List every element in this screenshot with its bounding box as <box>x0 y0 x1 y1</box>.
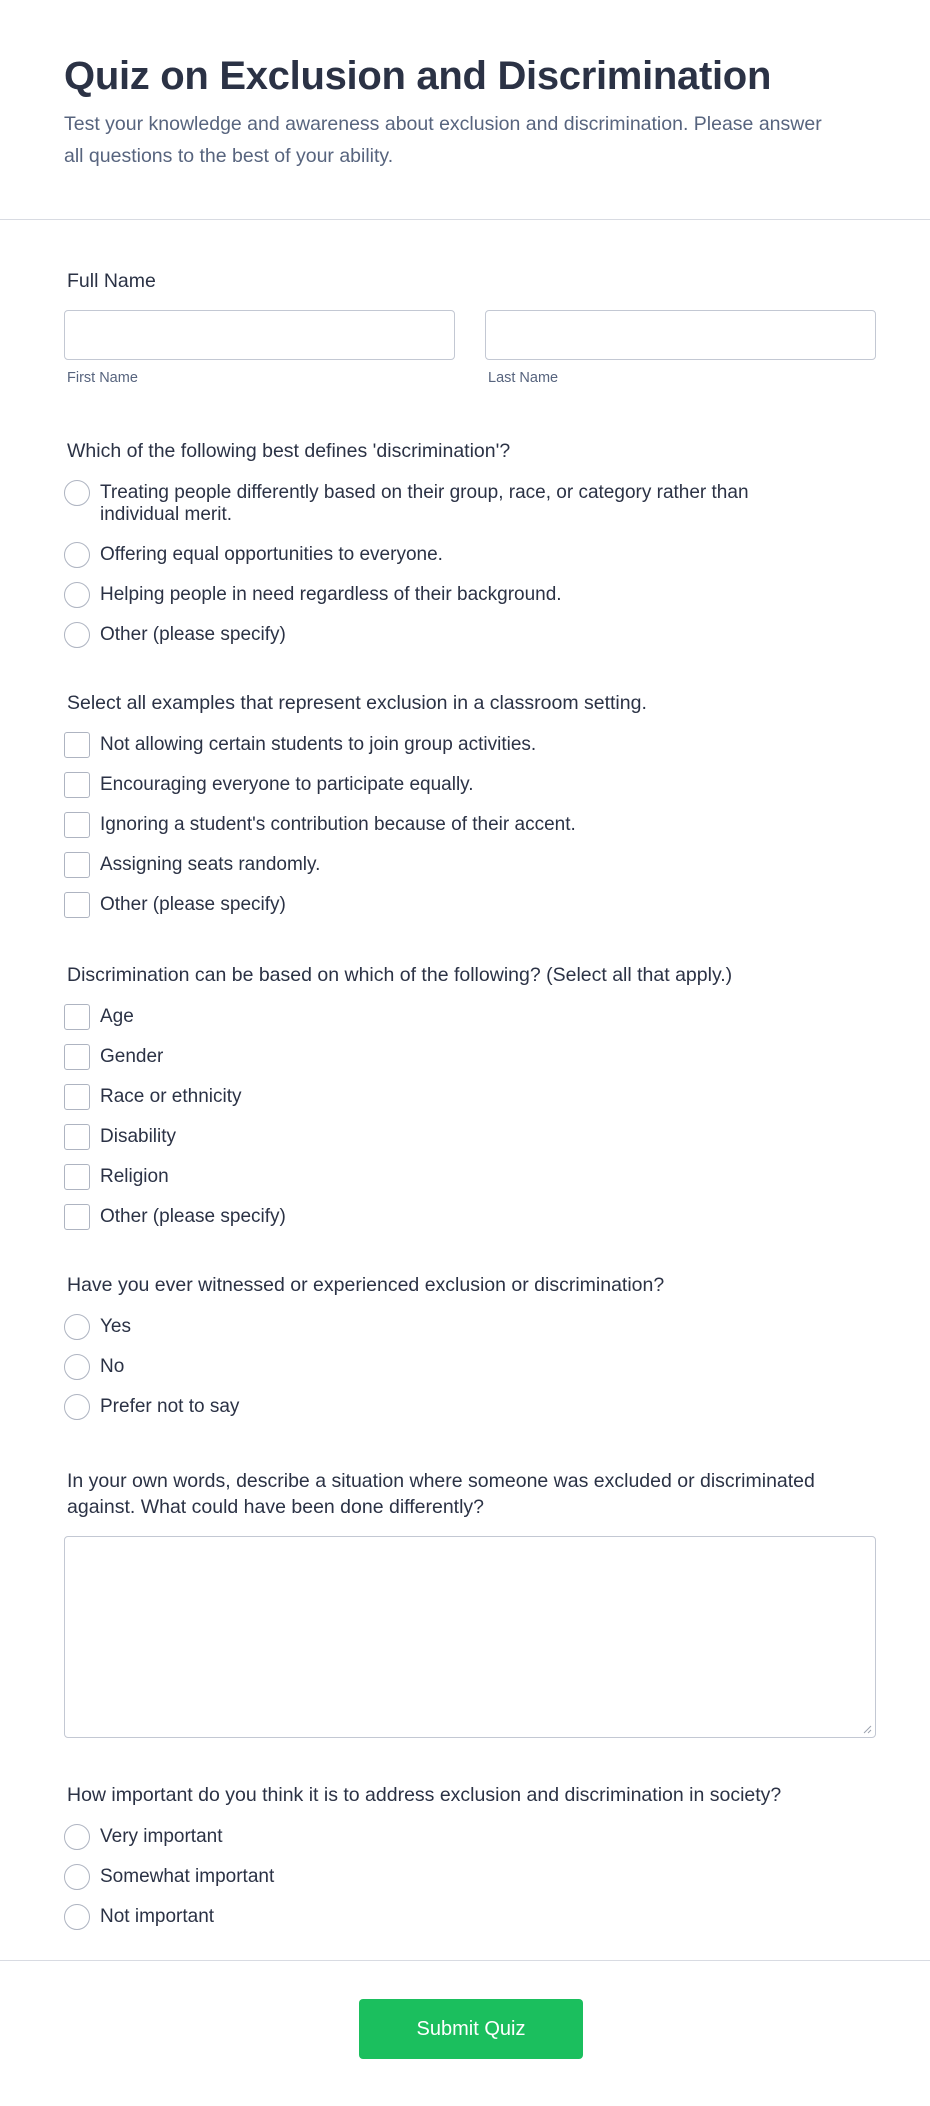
option-label: Not allowing certain students to join group activities. <box>100 734 537 755</box>
option-label: Offering equal opportunities to everyone. <box>100 544 443 565</box>
option-label: Treating people differently based on their group, race, or category rather than individual merit. <box>100 482 749 525</box>
option-label: Encouraging everyone to participate equally. <box>100 774 474 795</box>
radio-button[interactable] <box>64 542 90 568</box>
checkbox[interactable] <box>64 892 90 918</box>
question-discrimination-basis <box>64 962 876 1246</box>
checkbox-option[interactable] <box>64 1006 876 1030</box>
last-name-sublabel: Last Name <box>488 370 559 386</box>
radio-button[interactable] <box>64 1394 90 1420</box>
last-name-input[interactable] <box>485 310 876 360</box>
submit-quiz-button[interactable]: Submit Quiz <box>359 1999 583 2059</box>
question-describe-situation <box>64 1468 876 1738</box>
checkbox[interactable] <box>64 1124 90 1150</box>
checkbox-option[interactable] <box>64 1206 876 1230</box>
full-name-field <box>64 268 876 386</box>
option-label: Age <box>100 1006 134 1027</box>
checkbox[interactable] <box>64 812 90 838</box>
option-label: Very important <box>100 1826 223 1847</box>
option-label: Prefer not to say <box>100 1396 240 1417</box>
radio-button[interactable] <box>64 622 90 648</box>
checkbox[interactable] <box>64 732 90 758</box>
radio-option[interactable] <box>64 1356 876 1380</box>
option-label: Somewhat important <box>100 1866 275 1887</box>
checkbox[interactable] <box>64 852 90 878</box>
first-name-input[interactable] <box>64 310 455 360</box>
option-label: Assigning seats randomly. <box>100 854 321 875</box>
radio-button[interactable] <box>64 480 90 506</box>
radio-option[interactable] <box>64 1826 876 1850</box>
option-label: Not important <box>100 1906 215 1927</box>
question-label: How important do you think it is to address exclusion and discrimination in society? <box>67 1784 782 1806</box>
option-label: Other (please specify) <box>100 624 286 645</box>
question-discrimination-definition <box>64 438 876 664</box>
page-subtitle: Test your knowledge and awareness about exclusion and discrimination. Please answer all questions to the best of your ability. <box>64 113 822 167</box>
checkbox-option[interactable] <box>64 1166 876 1190</box>
resize-grip-icon[interactable] <box>862 1724 872 1734</box>
checkbox[interactable] <box>64 1164 90 1190</box>
question-classroom-exclusion <box>64 690 876 934</box>
option-label: Yes <box>100 1316 131 1337</box>
question-importance <box>64 1782 876 1946</box>
question-label: In your own words, describe a situation where someone was excluded or discriminated against. What could have been done differently? <box>67 1470 815 1518</box>
checkbox-option[interactable] <box>64 1086 876 1110</box>
option-label: Race or ethnicity <box>100 1086 242 1107</box>
situation-textarea[interactable] <box>64 1536 876 1738</box>
full-name-label: Full Name <box>67 270 156 292</box>
radio-option[interactable] <box>64 1396 876 1420</box>
radio-option[interactable] <box>64 1316 876 1340</box>
option-label: Helping people in need regardless of their background. <box>100 584 562 605</box>
radio-option[interactable] <box>64 1866 876 1890</box>
radio-button[interactable] <box>64 582 90 608</box>
radio-button[interactable] <box>64 1904 90 1930</box>
question-label: Have you ever witnessed or experienced exclusion or discrimination? <box>67 1274 665 1296</box>
radio-option[interactable] <box>64 1906 876 1930</box>
radio-option[interactable] <box>64 624 876 648</box>
checkbox[interactable] <box>64 1084 90 1110</box>
question-label: Discrimination can be based on which of the following? (Select all that apply.) <box>67 964 733 986</box>
checkbox-option[interactable] <box>64 734 876 758</box>
option-label: Religion <box>100 1166 169 1187</box>
question-witnessed <box>64 1272 876 1436</box>
radio-button[interactable] <box>64 1824 90 1850</box>
first-name-sublabel: First Name <box>67 370 138 386</box>
question-label: Which of the following best defines 'discrimination'? <box>67 440 511 462</box>
radio-option[interactable] <box>64 482 876 526</box>
option-label: Other (please specify) <box>100 1206 286 1227</box>
radio-button[interactable] <box>64 1864 90 1890</box>
form-header <box>0 0 930 220</box>
checkbox[interactable] <box>64 772 90 798</box>
option-label: Other (please specify) <box>100 894 286 915</box>
checkbox[interactable] <box>64 1004 90 1030</box>
form-footer <box>0 1960 930 2106</box>
checkbox-option[interactable] <box>64 894 876 918</box>
radio-option[interactable] <box>64 544 876 568</box>
radio-option[interactable] <box>64 584 876 608</box>
page-title: Quiz on Exclusion and Discrimination <box>64 54 772 98</box>
checkbox-option[interactable] <box>64 1126 876 1150</box>
checkbox-option[interactable] <box>64 1046 876 1070</box>
checkbox-option[interactable] <box>64 814 876 838</box>
checkbox-option[interactable] <box>64 774 876 798</box>
option-label: Ignoring a student's contribution because of their accent. <box>100 814 576 835</box>
option-label: Gender <box>100 1046 164 1067</box>
question-label: Select all examples that represent exclusion in a classroom setting. <box>67 692 647 714</box>
checkbox[interactable] <box>64 1044 90 1070</box>
checkbox-option[interactable] <box>64 854 876 878</box>
option-label: Disability <box>100 1126 177 1147</box>
radio-button[interactable] <box>64 1314 90 1340</box>
radio-button[interactable] <box>64 1354 90 1380</box>
option-label: No <box>100 1356 125 1377</box>
checkbox[interactable] <box>64 1204 90 1230</box>
